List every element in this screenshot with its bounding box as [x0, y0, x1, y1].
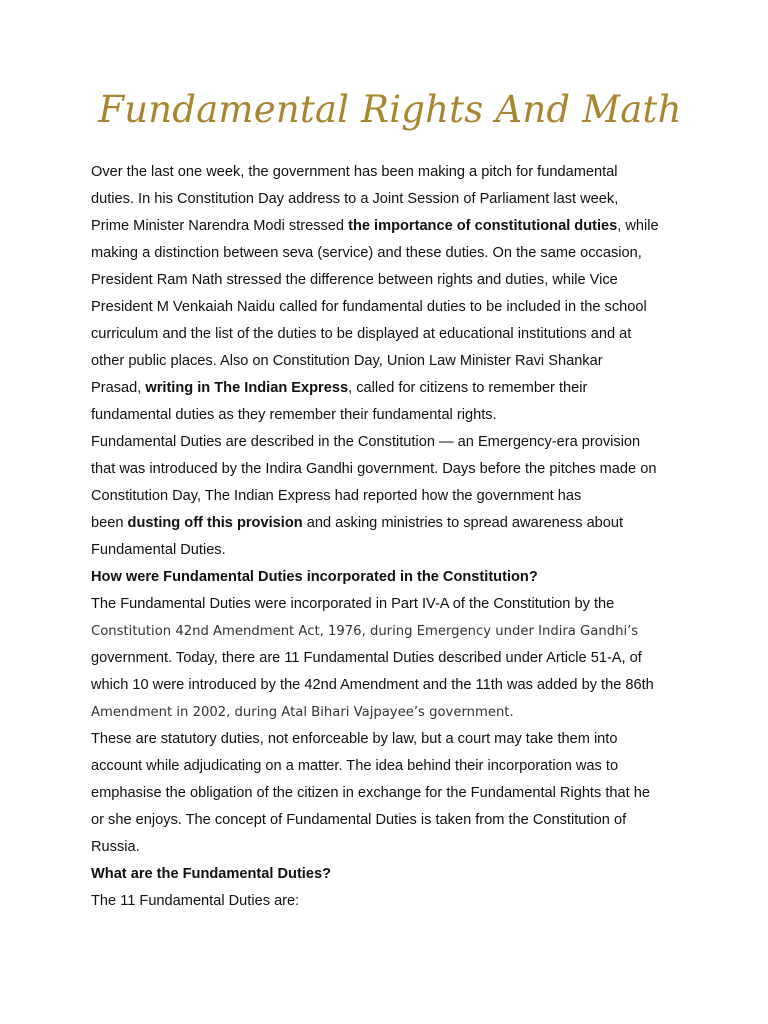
- text-line: government. Today, there are 11 Fundamental Duties described under Article 51-A, of: [91, 650, 642, 666]
- text-line: Over the last one week, the government has been making a pitch for fundamental: [91, 164, 618, 180]
- text-line: The 11 Fundamental Duties are:: [91, 893, 300, 909]
- text-line: [91, 510, 691, 537]
- bold-link-indian-express[interactable]: writing in The Indian Express: [145, 380, 349, 396]
- text-line: Russia.: [91, 839, 140, 855]
- text-line: Fundamental Duties are described in the Constitution — an Emergency-era provision: [91, 434, 641, 450]
- text-line: curriculum and the list of the duties to be displayed at educational institutions and at: [91, 326, 632, 342]
- text-line: duties. In his Constitution Day address to a Joint Session of Parliament last week,: [91, 191, 619, 207]
- text-line: fundamental duties as they remember their fundamental rights.: [91, 407, 497, 423]
- page-title: Fundamental Rights And Math: [98, 88, 682, 131]
- paragraph-1: [91, 159, 691, 429]
- text-line: President Ram Nath stressed the difference between rights and duties, while Vice: [91, 272, 618, 288]
- text-line: other public places. Also on Constitution Day, Union Law Minister Ravi Shankar: [91, 353, 603, 369]
- text-line: [91, 213, 691, 240]
- text-line: making a distinction between seva (service) and these duties. On the same occasion,: [91, 245, 642, 261]
- article-body: [91, 159, 691, 915]
- text-line: [91, 375, 691, 402]
- text-line: which 10 were introduced by the 42nd Amendment and the 11th was added by the 86th: [91, 677, 654, 693]
- bold-link-constitutional-duties[interactable]: the importance of constitutional duties: [348, 218, 618, 234]
- text-run: been: [91, 515, 128, 531]
- text-line: Fundamental Duties.: [91, 542, 226, 558]
- bold-link-dusting-off[interactable]: dusting off this provision: [127, 515, 303, 531]
- text-line: The Fundamental Duties were incorporated in Part IV-A of the Constitution by the: [91, 596, 615, 612]
- text-run: and asking ministries to spread awareness about: [302, 515, 624, 531]
- text-line: Constitution 42nd Amendment Act, 1976, during Emergency under Indira Gandhi’s: [91, 624, 639, 639]
- text-run: Prasad,: [91, 380, 146, 396]
- text-line: Amendment in 2002, during Atal Bihari Vajpayee’s government.: [91, 705, 514, 720]
- text-run: , while: [617, 218, 659, 234]
- paragraph-2: [91, 429, 691, 564]
- section-heading: How were Fundamental Duties incorporated in the Constitution?: [91, 569, 538, 585]
- paragraph-3: [91, 591, 691, 726]
- text-line: that was introduced by the Indira Gandhi government. Days before the pitches made on: [91, 461, 657, 477]
- text-run: Prime Minister Narendra Modi stressed: [91, 218, 349, 234]
- text-run: , called for citizens to remember their: [348, 380, 588, 396]
- text-line: President M Venkaiah Naidu called for fundamental duties to be included in the school: [91, 299, 647, 315]
- text-line: Constitution Day, The Indian Express had reported how the government has: [91, 488, 582, 504]
- text-line: emphasise the obligation of the citizen in exchange for the Fundamental Rights that he: [91, 785, 650, 801]
- text-line: account while adjudicating on a matter. The idea behind their incorporation was to: [91, 758, 619, 774]
- paragraph-4: [91, 726, 691, 861]
- text-line: These are statutory duties, not enforceable by law, but a court may take them into: [91, 731, 618, 747]
- text-line: or she enjoys. The concept of Fundamental Duties is taken from the Constitution of: [91, 812, 627, 828]
- section-heading: What are the Fundamental Duties?: [91, 866, 332, 882]
